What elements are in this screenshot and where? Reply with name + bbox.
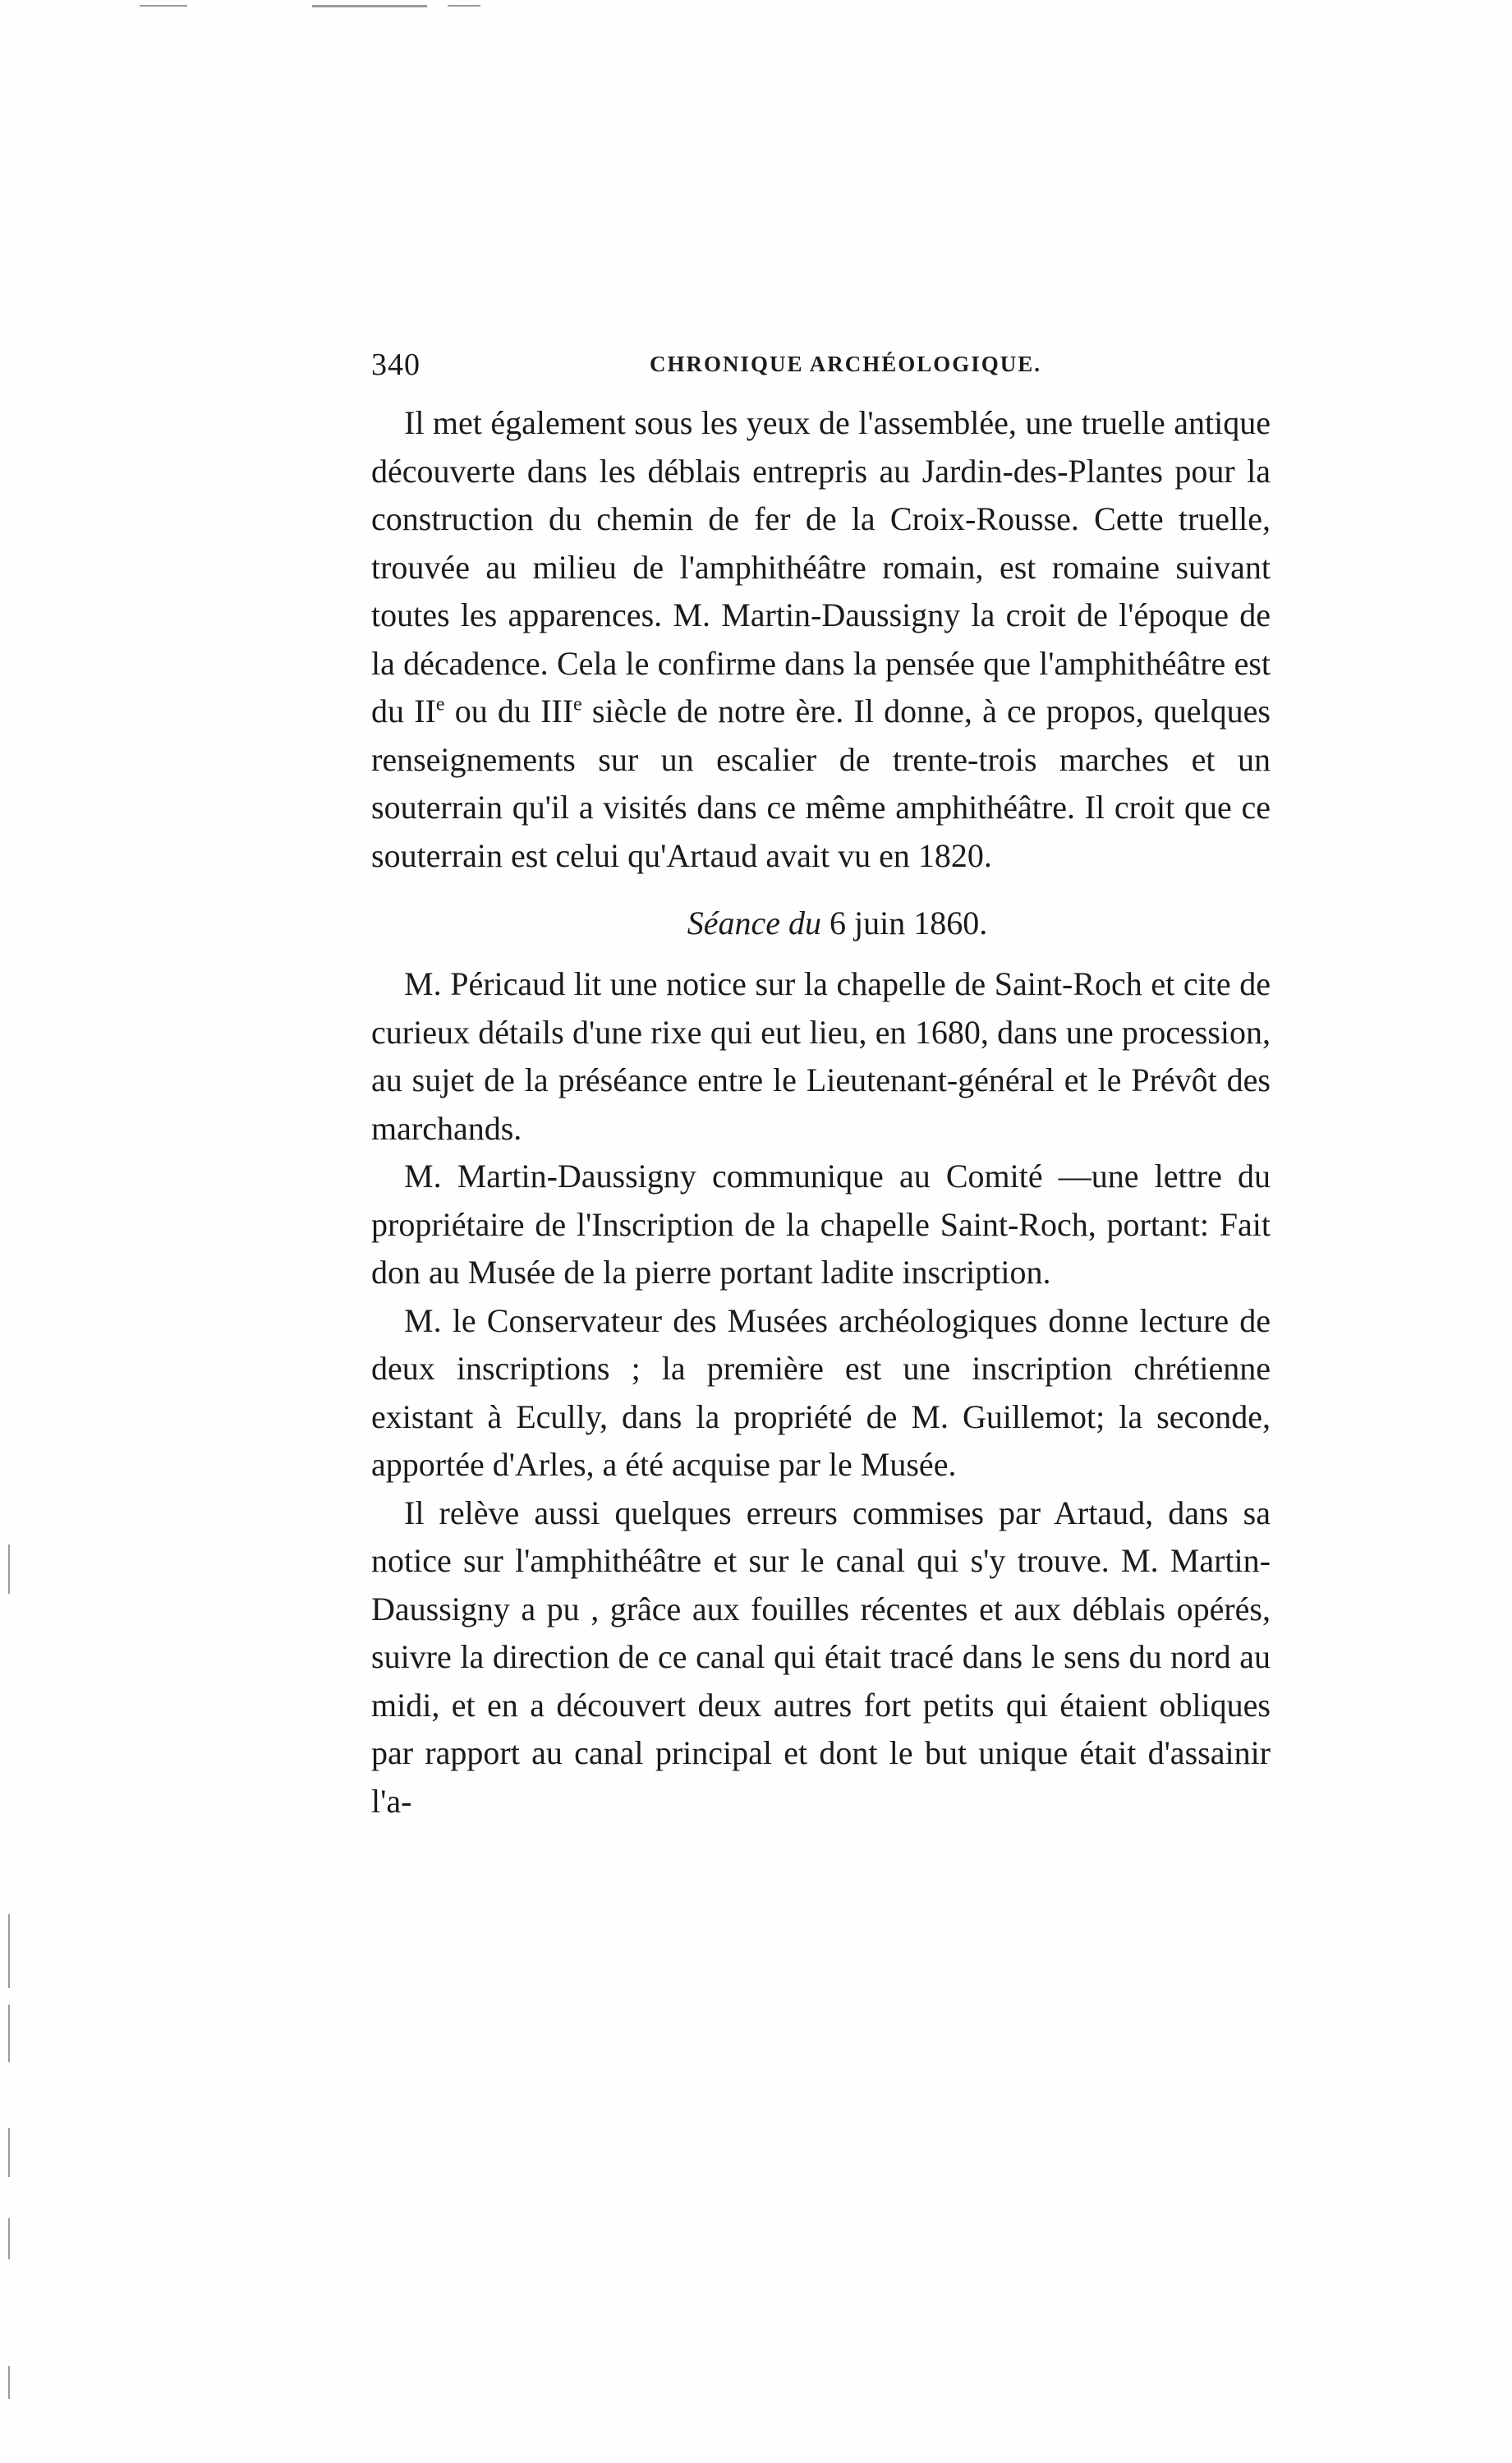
scan-edge-mark (8, 1914, 10, 1988)
scan-edge-mark (312, 5, 427, 7)
scan-edge-mark (8, 1545, 10, 1594)
paragraph-truelle (371, 399, 1271, 880)
paragraph-pericaud: M. Péricaud lit une notice sur la chapelle de Saint-Roch et cite de curieux détails d'une rixe qui eut lieu, en 1680, dans une procession, au sujet de la préséance entre le Lieutenant-général et le Prévôt des marchands. (371, 965, 1271, 1147)
scan-edge-mark (8, 2005, 10, 2062)
session-heading (371, 900, 1271, 947)
page-number: 340 (371, 348, 421, 382)
paragraph-inscriptions: M. le Conservateur des Musées archéologiques donne lecture de deux inscriptions ; la première est une inscription chrétienne existant à Ecully, dans la propriété de M. Guillemot; la seconde, apportée d'Arles, a été acquise par le Musée. (371, 1301, 1271, 1483)
running-head (371, 347, 1271, 393)
paragraph-text: Il met également sous les yeux de l'assemblée, une truelle antique découverte dans les déblais entrepris au Jardin-des-Plantes pour la construction du chemin de fer de la Croix-Rousse. Cette truelle, trouvée au milieu de l'amphithéâtre romain, est romaine suivant toutes les apparences. M. Martin-Daussigny la croit de l'époque de la décadence. Cela le confirme dans la pensée que l'amphithéâtre est du II (371, 404, 1271, 730)
paragraph-text: ou du III (444, 693, 574, 730)
running-title: CHRONIQUE ARCHÉOLOGIQUE. (649, 352, 1042, 376)
session-label: Séance du (687, 905, 822, 941)
scan-edge-mark (8, 2366, 10, 2399)
superscript: e (435, 693, 445, 716)
scan-edge-mark (448, 5, 480, 7)
paragraph-text: siècle de notre ère. Il donne, à ce propos, quelques renseignements sur un escalier de trente-trois marches et un souterrain qu'il a visités dans ce même amphithéâtre. Il croit que ce souterrain est celui qu'Artaud avait vu en 1820. (371, 693, 1271, 874)
paragraph-canal: Il relève aussi quelques erreurs commises par Artaud, dans sa notice sur l'amphithéâtre et sur le canal qui s'y trouve. M. Martin-Daussigny a pu , grâce aux fouilles récentes et aux déblais opérés, suivre la direction de ce canal qui était tracé dans le sens du nord au midi, et en a découvert deux autres fort petits qui étaient obliques par rapport au canal principal et dont le but unique était d'assainir l'a- (371, 1494, 1271, 1820)
text-column (371, 347, 1271, 1825)
scan-edge-mark (140, 5, 187, 7)
superscript: e (573, 693, 582, 716)
paragraph-lettre: M. Martin-Daussigny communique au Comité —une lettre du propriétaire de l'Inscription de la chapelle Saint-Roch, portant: Fait don au Musée de la pierre portant ladite inscription. (371, 1158, 1271, 1291)
session-date: 6 juin 1860. (830, 905, 988, 941)
scan-edge-mark (8, 2218, 10, 2259)
scan-edge-mark (8, 2128, 10, 2177)
